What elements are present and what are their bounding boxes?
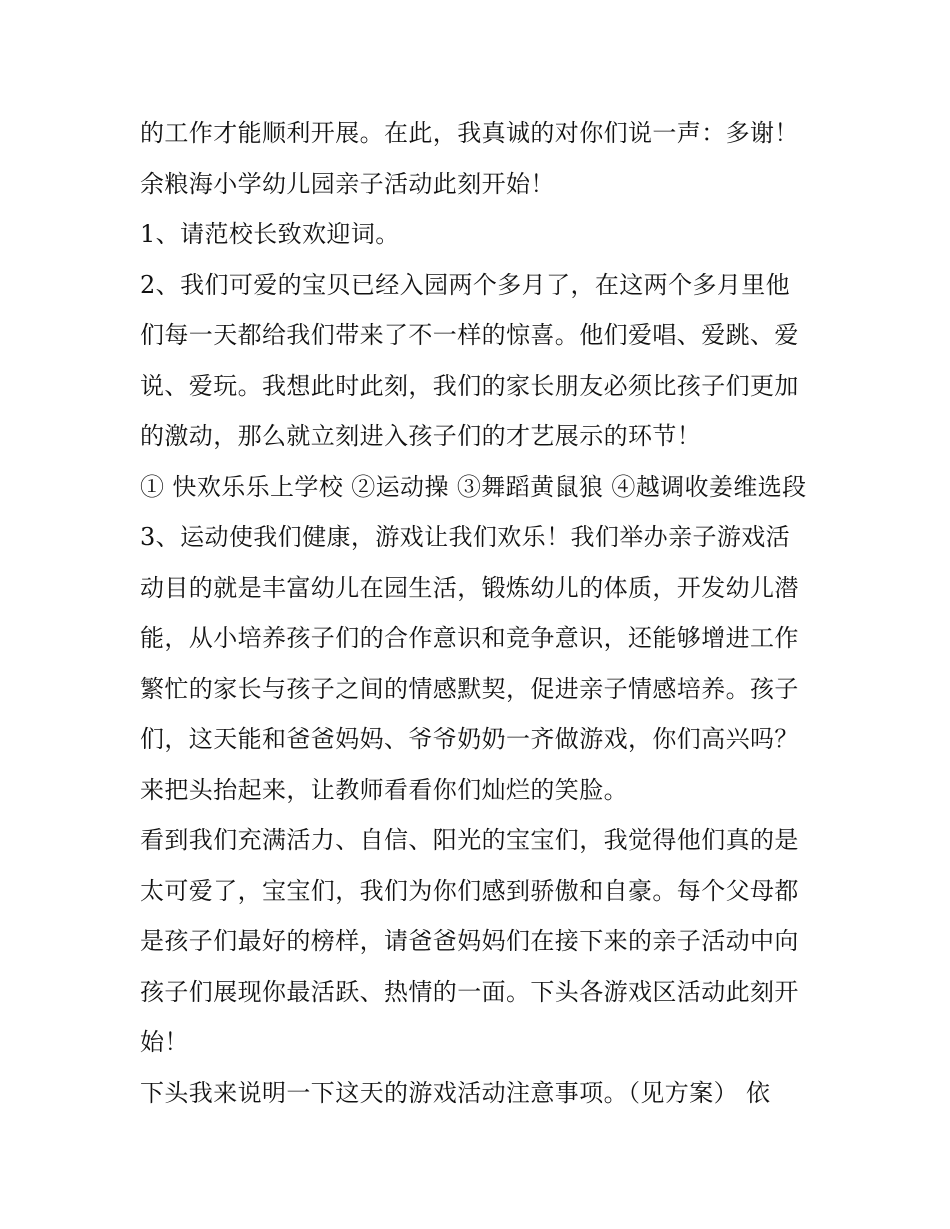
text-line: 的激动，那么就立刻进入孩子们的才艺展示的环节！ xyxy=(140,422,702,450)
document-body xyxy=(140,108,820,1118)
text-line: 太可爱了，宝宝们，我们为你们感到骄傲和自豪。每个父母都 xyxy=(140,876,799,905)
text-line: 下头我来说明一下这天的游戏活动注意事项。（见方案） 依 xyxy=(140,1078,771,1107)
text-line: 是孩子们最好的榜样，请爸爸妈妈们在接下来的亲子活动中向 xyxy=(140,927,799,955)
text-line: 余粮海小学幼儿园亲子活动此刻开始！ xyxy=(140,169,555,198)
text-line: 始！ xyxy=(140,1028,189,1056)
text-line: 动目的就是丰富幼儿在园生活，锻炼幼儿的体质，开发幼儿潜 xyxy=(140,573,799,602)
text-line: 们，这天能和爸爸妈妈、爷爷奶奶一齐做游戏，你们高兴吗？ xyxy=(140,725,799,753)
text-line: 来把头抬起来，让教师看看你们灿烂的笑脸。 xyxy=(140,775,628,804)
text-line: 们每一天都给我们带来了不一样的惊喜。他们爱唱、爱跳、爱 xyxy=(140,321,799,349)
text-line: 能，从小培养孩子们的合作意识和竞争意识，还能够增进工作 xyxy=(140,624,799,652)
text-line: ① 快欢乐乐上学校 ②运动操 ③舞蹈黄鼠狼 ④越调收姜维选段 xyxy=(140,472,807,501)
text-line: 看到我们充满活力、自信、阳光的宝宝们，我觉得他们真的是 xyxy=(140,826,799,854)
text-line: 3、运动使我们健康，游戏让我们欢乐！我们举办亲子游戏活 xyxy=(140,523,791,551)
text-line: 2、我们可爱的宝贝已经入园两个多月了，在这两个多月里他 xyxy=(140,270,791,299)
text-line: 孩子们展现你最活跃、热情的一面。下头各游戏区活动此刻开 xyxy=(140,977,799,1006)
text-line: 说、爱玩。我想此时此刻，我们的家长朋友必须比孩子们更加 xyxy=(140,371,799,400)
text-line: 繁忙的家长与孩子之间的情感默契，促进亲子情感培养。孩子 xyxy=(140,674,799,703)
text-line: 的工作才能顺利开展。在此，我真诚的对你们说一声：多谢！ xyxy=(140,119,799,147)
text-line: 1、请范校长致欢迎词。 xyxy=(140,220,400,248)
